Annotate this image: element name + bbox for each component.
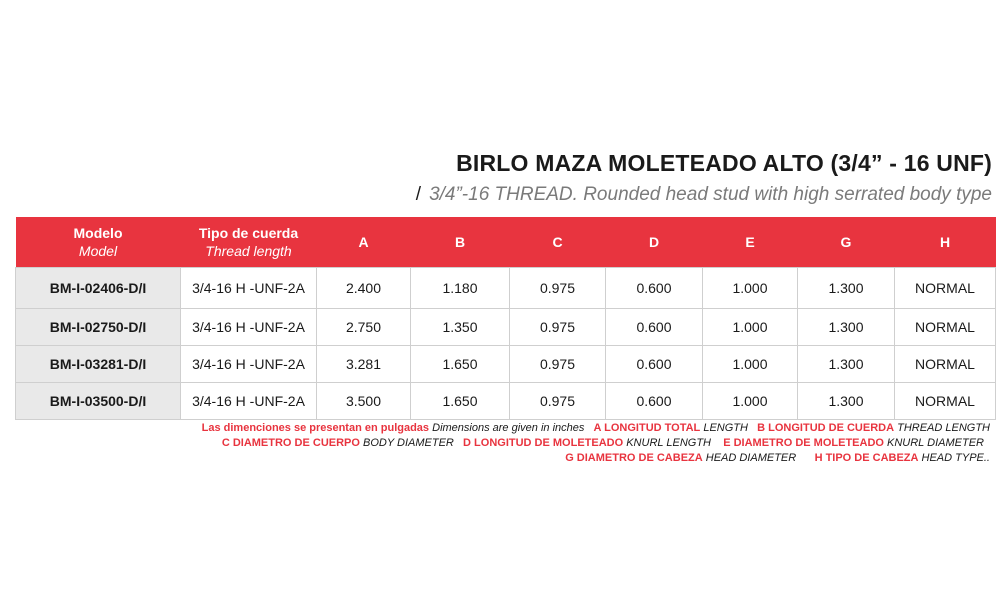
table-row [16, 383, 996, 420]
note-b-en: THREAD LENGTH [897, 422, 990, 434]
table-header-row [16, 217, 996, 268]
cell-d: 0.600 [606, 309, 703, 346]
header-h: H [895, 217, 996, 268]
cell-model: BM-I-02406-D/I [16, 268, 181, 309]
cell-h: NORMAL [895, 346, 996, 383]
cell-d: 0.600 [606, 383, 703, 420]
cell-thread: 3/4-16 H -UNF-2A [181, 383, 317, 420]
note-d-es: D LONGITUD DE MOLETEADO [463, 437, 624, 449]
header-b: B [411, 217, 510, 268]
note-h-en: HEAD TYPE.. [921, 452, 990, 464]
header-d: D [606, 217, 703, 268]
header-thread-es: Tipo de cuerda [198, 225, 299, 241]
table-row [16, 309, 996, 346]
notes-line-1 [202, 421, 990, 436]
note-c-en: BODY DIAMETER [363, 437, 454, 449]
header-g: G [798, 217, 895, 268]
note-h-es: H TIPO DE CABEZA [814, 452, 919, 464]
cell-b: 1.180 [411, 268, 510, 309]
note-g-en: HEAD DIAMETER [705, 452, 797, 464]
cell-e: 1.000 [703, 383, 798, 420]
cell-c: 0.975 [510, 309, 606, 346]
cell-d: 0.600 [606, 346, 703, 383]
note-a-en: LENGTH [703, 422, 748, 434]
page-title: BIRLO MAZA MOLETEADO ALTO (3/4” - 16 UNF) [456, 150, 992, 176]
header-model [16, 217, 181, 268]
cell-a: 3.281 [317, 346, 411, 383]
cell-c: 0.975 [510, 268, 606, 309]
cell-c: 0.975 [510, 383, 606, 420]
page-subtitle [416, 184, 992, 206]
header-model-en: Model [78, 243, 118, 259]
header-a: A [317, 217, 411, 268]
cell-h: NORMAL [895, 309, 996, 346]
subtitle-slash: / [415, 184, 422, 205]
cell-a: 3.500 [317, 383, 411, 420]
note-g-es: G DIAMETRO DE CABEZA [565, 452, 703, 464]
notes-line-3 [202, 451, 990, 466]
cell-h: NORMAL [895, 383, 996, 420]
header-thread-en: Thread length [205, 243, 292, 259]
cell-e: 1.000 [703, 309, 798, 346]
table-row [16, 346, 996, 383]
header-thread [181, 217, 317, 268]
header-e: E [703, 217, 798, 268]
cell-a: 2.750 [317, 309, 411, 346]
cell-c: 0.975 [510, 346, 606, 383]
cell-d: 0.600 [606, 268, 703, 309]
cell-g: 1.300 [798, 268, 895, 309]
cell-e: 1.000 [703, 268, 798, 309]
cell-g: 1.300 [798, 346, 895, 383]
cell-b: 1.650 [411, 383, 510, 420]
cell-g: 1.300 [798, 383, 895, 420]
cell-model: BM-I-02750-D/I [16, 309, 181, 346]
cell-e: 1.000 [703, 346, 798, 383]
note-a-es: A LONGITUD TOTAL [593, 422, 701, 434]
note-e-es: E DIAMETRO DE MOLETEADO [723, 437, 884, 449]
header-model-es: Modelo [73, 225, 123, 241]
cell-thread: 3/4-16 H -UNF-2A [181, 268, 317, 309]
cell-b: 1.350 [411, 309, 510, 346]
note-b-es: B LONGITUD DE CUERDA [757, 422, 895, 434]
note-e-en: KNURL DIAMETER [887, 437, 984, 449]
table-row [16, 268, 996, 309]
note-units-en: Dimensions are given in inches [432, 422, 585, 434]
cell-h: NORMAL [895, 268, 996, 309]
notes-line-2 [202, 436, 990, 451]
subtitle-text: 3/4”-16 THREAD. Rounded head stud with high serrated body type [429, 184, 992, 205]
note-d-en: KNURL LENGTH [626, 437, 711, 449]
spec-table [15, 217, 996, 420]
dimension-notes [202, 421, 990, 466]
note-units-es: Las dimenciones se presentan en pulgadas [201, 422, 430, 434]
cell-g: 1.300 [798, 309, 895, 346]
cell-a: 2.400 [317, 268, 411, 309]
cell-b: 1.650 [411, 346, 510, 383]
cell-model: BM-I-03281-D/I [16, 346, 181, 383]
cell-model: BM-I-03500-D/I [16, 383, 181, 420]
note-c-es: C DIAMETRO DE CUERPO [221, 437, 360, 449]
header-c: C [510, 217, 606, 268]
cell-thread: 3/4-16 H -UNF-2A [181, 346, 317, 383]
cell-thread: 3/4-16 H -UNF-2A [181, 309, 317, 346]
